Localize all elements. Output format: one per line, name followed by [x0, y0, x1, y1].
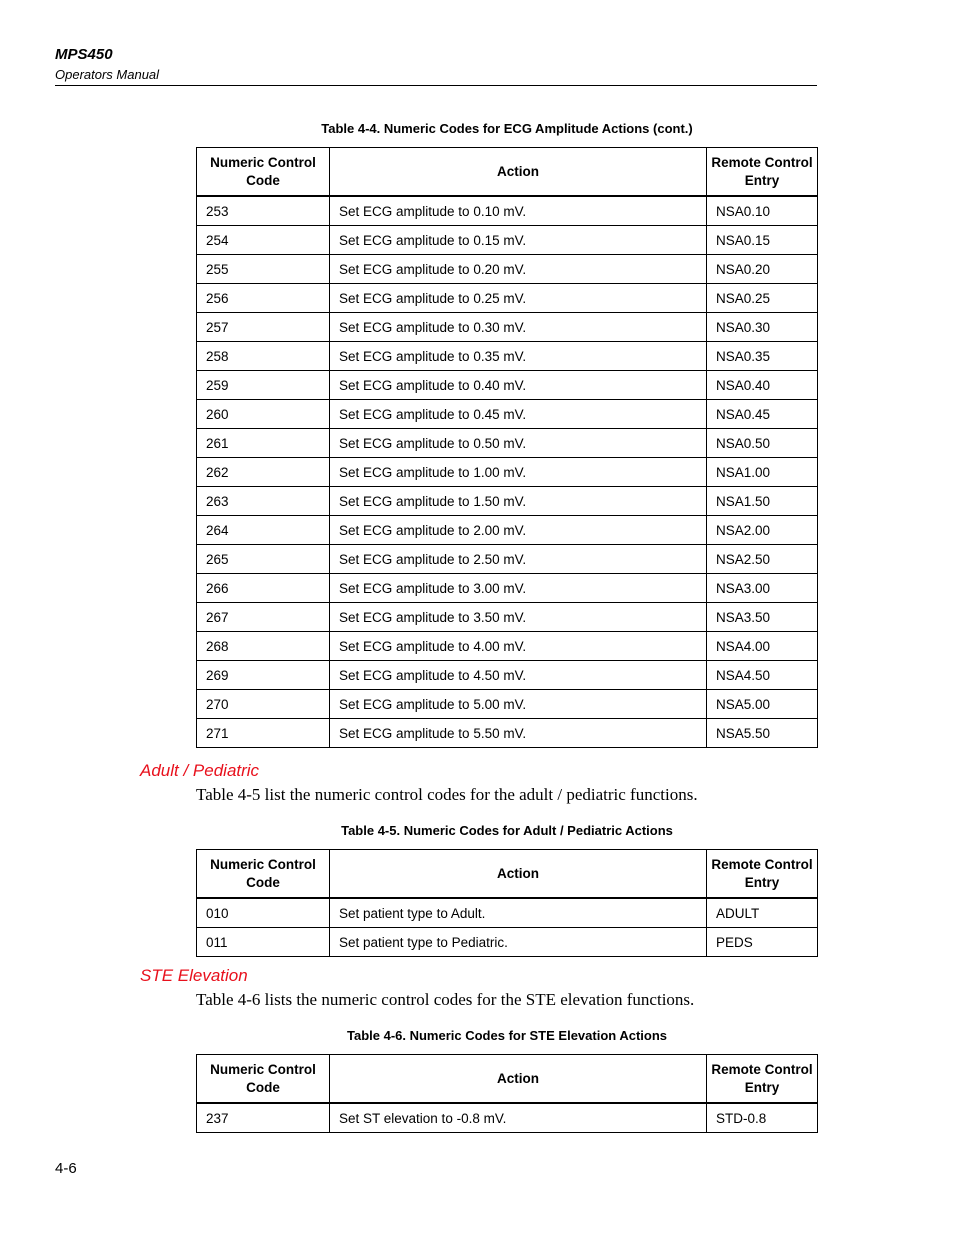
- column-header-action: Action: [330, 1055, 707, 1104]
- cell-remote-entry: PEDS: [707, 928, 818, 957]
- cell-remote-entry: NSA0.35: [707, 342, 818, 371]
- cell-remote-entry: NSA3.50: [707, 603, 818, 632]
- table-row: [197, 342, 818, 371]
- cell-code: 010: [197, 898, 330, 928]
- table-row: [197, 487, 818, 516]
- ste-elevation-paragraph: Table 4-6 lists the numeric control codes for the STE elevation functions.: [196, 990, 695, 1009]
- section-heading-ste-elevation: STE Elevation: [140, 966, 248, 985]
- cell-remote-entry: NSA1.00: [707, 458, 818, 487]
- cell-remote-entry: ADULT: [707, 898, 818, 928]
- cell-code: 237: [197, 1103, 330, 1133]
- table-row: [197, 226, 818, 255]
- cell-action: Set patient type to Adult.: [330, 898, 707, 928]
- section-heading-adult-pediatric: Adult / Pediatric: [140, 761, 260, 780]
- manual-title: MPS450: [55, 46, 113, 63]
- cell-action: Set ECG amplitude to 2.50 mV.: [330, 545, 707, 574]
- table-row: [197, 928, 818, 957]
- cell-remote-entry: NSA1.50: [707, 487, 818, 516]
- cell-code: 268: [197, 632, 330, 661]
- cell-action: Set ECG amplitude to 0.25 mV.: [330, 284, 707, 313]
- cell-action: Set ECG amplitude to 2.00 mV.: [330, 516, 707, 545]
- table-row: [197, 719, 818, 748]
- table-row: [197, 661, 818, 690]
- table-header-row: [197, 148, 818, 197]
- table-row: [197, 1103, 818, 1133]
- cell-code: 262: [197, 458, 330, 487]
- table-row: [197, 458, 818, 487]
- cell-remote-entry: NSA2.50: [707, 545, 818, 574]
- column-header-remote: Remote Control Entry: [707, 850, 818, 899]
- page-number: 4-6: [55, 1160, 77, 1177]
- cell-action: Set patient type to Pediatric.: [330, 928, 707, 957]
- adult-pediatric-paragraph: Table 4-5 list the numeric control codes for the adult / pediatric functions.: [196, 785, 698, 804]
- table-row: [197, 371, 818, 400]
- cell-action: Set ECG amplitude to 3.00 mV.: [330, 574, 707, 603]
- table-row: [197, 632, 818, 661]
- column-header-code: Numeric Control Code: [197, 850, 330, 899]
- cell-action: Set ECG amplitude to 0.10 mV.: [330, 196, 707, 226]
- cell-action: Set ECG amplitude to 5.00 mV.: [330, 690, 707, 719]
- cell-code: 259: [197, 371, 330, 400]
- cell-code: 255: [197, 255, 330, 284]
- cell-remote-entry: NSA0.15: [707, 226, 818, 255]
- cell-code: 263: [197, 487, 330, 516]
- cell-remote-entry: NSA5.50: [707, 719, 818, 748]
- manual-subtitle: Operators Manual: [55, 67, 160, 82]
- cell-code: 261: [197, 429, 330, 458]
- cell-code: 269: [197, 661, 330, 690]
- column-header-remote: Remote Control Entry: [707, 148, 818, 197]
- table-row: [197, 196, 818, 226]
- cell-remote-entry: NSA2.00: [707, 516, 818, 545]
- cell-remote-entry: NSA0.45: [707, 400, 818, 429]
- cell-code: 254: [197, 226, 330, 255]
- cell-code: 260: [197, 400, 330, 429]
- cell-action: Set ECG amplitude to 1.00 mV.: [330, 458, 707, 487]
- table-4-6: [196, 1054, 818, 1133]
- cell-remote-entry: NSA4.50: [707, 661, 818, 690]
- table-header-row: [197, 1055, 818, 1104]
- cell-action: Set ECG amplitude to 4.50 mV.: [330, 661, 707, 690]
- cell-action: Set ECG amplitude to 0.50 mV.: [330, 429, 707, 458]
- cell-action: Set ECG amplitude to 0.45 mV.: [330, 400, 707, 429]
- column-header-code: Numeric Control Code: [197, 148, 330, 197]
- cell-remote-entry: NSA0.50: [707, 429, 818, 458]
- cell-action: Set ECG amplitude to 5.50 mV.: [330, 719, 707, 748]
- cell-code: 266: [197, 574, 330, 603]
- cell-code: 257: [197, 313, 330, 342]
- column-header-action: Action: [330, 850, 707, 899]
- cell-remote-entry: NSA0.20: [707, 255, 818, 284]
- table-4-4-caption: Table 4-4. Numeric Codes for ECG Amplitude Actions (cont.): [321, 121, 693, 136]
- table-row: [197, 545, 818, 574]
- cell-remote-entry: NSA4.00: [707, 632, 818, 661]
- cell-action: Set ECG amplitude to 0.20 mV.: [330, 255, 707, 284]
- table-row: [197, 603, 818, 632]
- cell-remote-entry: NSA5.00: [707, 690, 818, 719]
- column-header-remote: Remote Control Entry: [707, 1055, 818, 1104]
- cell-code: 264: [197, 516, 330, 545]
- table-header-row: [197, 850, 818, 899]
- table-4-6-caption: Table 4-6. Numeric Codes for STE Elevation Actions: [346, 1028, 668, 1043]
- cell-action: Set ECG amplitude to 1.50 mV.: [330, 487, 707, 516]
- table-row: [197, 429, 818, 458]
- cell-remote-entry: NSA3.00: [707, 574, 818, 603]
- cell-remote-entry: NSA0.40: [707, 371, 818, 400]
- cell-remote-entry: STD-0.8: [707, 1103, 818, 1133]
- cell-code: 253: [197, 196, 330, 226]
- cell-action: Set ECG amplitude to 0.15 mV.: [330, 226, 707, 255]
- table-row: [197, 574, 818, 603]
- table-row: [197, 690, 818, 719]
- cell-code: 270: [197, 690, 330, 719]
- cell-action: Set ECG amplitude to 4.00 mV.: [330, 632, 707, 661]
- cell-action: Set ST elevation to -0.8 mV.: [330, 1103, 707, 1133]
- table-row: [197, 516, 818, 545]
- table-row: [197, 255, 818, 284]
- cell-action: Set ECG amplitude to 0.40 mV.: [330, 371, 707, 400]
- table-4-5: [196, 849, 818, 957]
- header-divider: [55, 85, 817, 86]
- table-4-5-caption: Table 4-5. Numeric Codes for Adult / Pediatric Actions: [341, 823, 673, 838]
- cell-code: 011: [197, 928, 330, 957]
- table-row: [197, 284, 818, 313]
- cell-action: Set ECG amplitude to 0.30 mV.: [330, 313, 707, 342]
- cell-remote-entry: NSA0.30: [707, 313, 818, 342]
- column-header-action: Action: [330, 148, 707, 197]
- table-row: [197, 898, 818, 928]
- cell-code: 265: [197, 545, 330, 574]
- table-4-4: [196, 147, 818, 748]
- cell-action: Set ECG amplitude to 3.50 mV.: [330, 603, 707, 632]
- cell-code: 256: [197, 284, 330, 313]
- column-header-code: Numeric Control Code: [197, 1055, 330, 1104]
- cell-code: 258: [197, 342, 330, 371]
- cell-code: 271: [197, 719, 330, 748]
- cell-remote-entry: NSA0.10: [707, 196, 818, 226]
- table-row: [197, 400, 818, 429]
- cell-remote-entry: NSA0.25: [707, 284, 818, 313]
- cell-action: Set ECG amplitude to 0.35 mV.: [330, 342, 707, 371]
- cell-code: 267: [197, 603, 330, 632]
- table-row: [197, 313, 818, 342]
